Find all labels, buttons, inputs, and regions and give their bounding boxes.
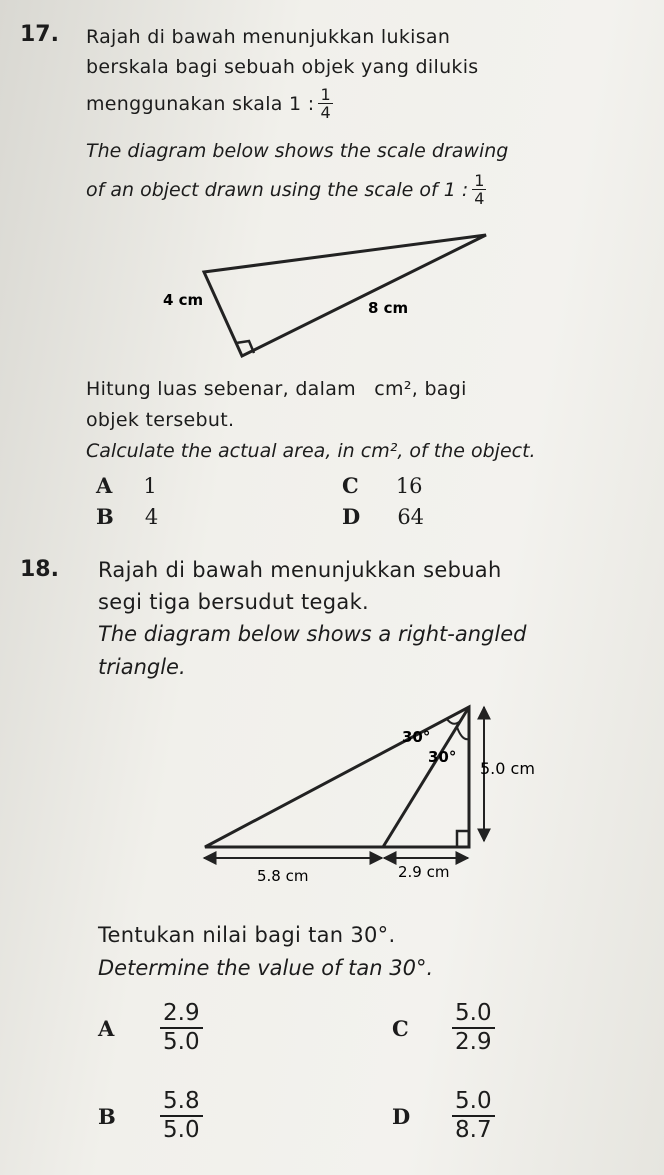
- option-fraction: [452, 1088, 495, 1144]
- q18-malay-line-1: Rajah di bawah menunjukkan sebuah: [98, 558, 502, 582]
- scale-numerator: 1: [320, 85, 331, 104]
- question-18-number: 18.: [20, 557, 59, 582]
- option-fraction: [160, 1088, 203, 1144]
- q17-english-line-1: The diagram below shows the scale drawing: [86, 140, 509, 162]
- option-letter: C: [392, 1015, 409, 1041]
- option-value: 16: [395, 474, 423, 498]
- q18-angle-mid-label: 30°: [428, 748, 457, 766]
- q17-malay-prompt-unit: cm², bagi: [374, 378, 467, 400]
- q18-malay-prompt: Tentukan nilai bagi tan 30°.: [98, 923, 396, 947]
- option-fraction: [452, 1000, 495, 1056]
- q18-angle-arc-mid: [457, 727, 469, 739]
- fraction-denominator: 5.0: [163, 1029, 200, 1055]
- q18-english-prompt: Determine the value of tan 30°.: [98, 956, 434, 980]
- question-17-number: 17.: [20, 22, 59, 47]
- option-letter: B: [96, 504, 114, 529]
- q18-height-label: 5.0 cm: [480, 759, 535, 778]
- q18-right-angle-marker: [457, 831, 469, 847]
- q18-english-line-2: triangle.: [98, 655, 186, 679]
- option-value: 1: [143, 474, 157, 498]
- q18-option-b[interactable]: [98, 1088, 203, 1144]
- q17-malay-scale-text: menggunakan skala 1 :: [86, 92, 315, 115]
- option-value: 4: [144, 505, 159, 529]
- option-letter: C: [342, 473, 359, 498]
- q18-malay-line-2: segi tiga bersudut tegak.: [98, 590, 370, 614]
- option-letter: B: [98, 1103, 116, 1129]
- q17-label-8cm: 8 cm: [368, 299, 409, 317]
- q17-malay-line-1: Rajah di bawah menunjukkan lukisan: [86, 26, 451, 48]
- q17-malay-prompt-2: objek tersebut.: [86, 409, 235, 431]
- q18-base-left-label: 5.8 cm: [257, 867, 309, 885]
- q17-malay-line-2: berskala bagi sebuah objek yang dilukis: [86, 56, 479, 78]
- q18-option-a[interactable]: [98, 1000, 203, 1056]
- option-fraction: [160, 1000, 203, 1056]
- q18-option-c[interactable]: [392, 1000, 495, 1056]
- q17-english-prompt: Calculate the actual area, in cm², of the object.: [86, 440, 536, 462]
- option-letter: D: [342, 504, 361, 529]
- scale-denominator-en: 4: [474, 189, 485, 208]
- q17-label-4cm: 4 cm: [163, 291, 204, 309]
- fraction-numerator: 5.0: [452, 1088, 495, 1117]
- fraction-denominator: 2.9: [455, 1029, 492, 1055]
- option-letter: D: [392, 1103, 411, 1129]
- scale-numerator-en: 1: [474, 171, 485, 190]
- q17-english-scale-text: of an object drawn using the scale of 1 :: [86, 178, 469, 201]
- q18-angle-top-label: 30°: [402, 728, 431, 746]
- fraction-denominator: 5.0: [163, 1117, 200, 1143]
- fraction-denominator: 8.7: [455, 1117, 492, 1143]
- option-value: 64: [397, 505, 425, 529]
- q17-malay-prompt-text: Hitung luas sebenar, dalam: [86, 378, 356, 400]
- fraction-numerator: 5.0: [452, 1000, 495, 1029]
- option-letter: A: [96, 473, 113, 498]
- fraction-numerator: 2.9: [160, 1000, 203, 1029]
- q18-english-line-1: The diagram below shows a right-angled: [98, 622, 527, 646]
- q18-base-right-label: 2.9 cm: [398, 863, 450, 881]
- option-letter: A: [98, 1015, 115, 1041]
- scale-denominator: 4: [320, 103, 331, 122]
- fraction-numerator: 5.8: [160, 1088, 203, 1117]
- q18-option-d[interactable]: [392, 1088, 495, 1144]
